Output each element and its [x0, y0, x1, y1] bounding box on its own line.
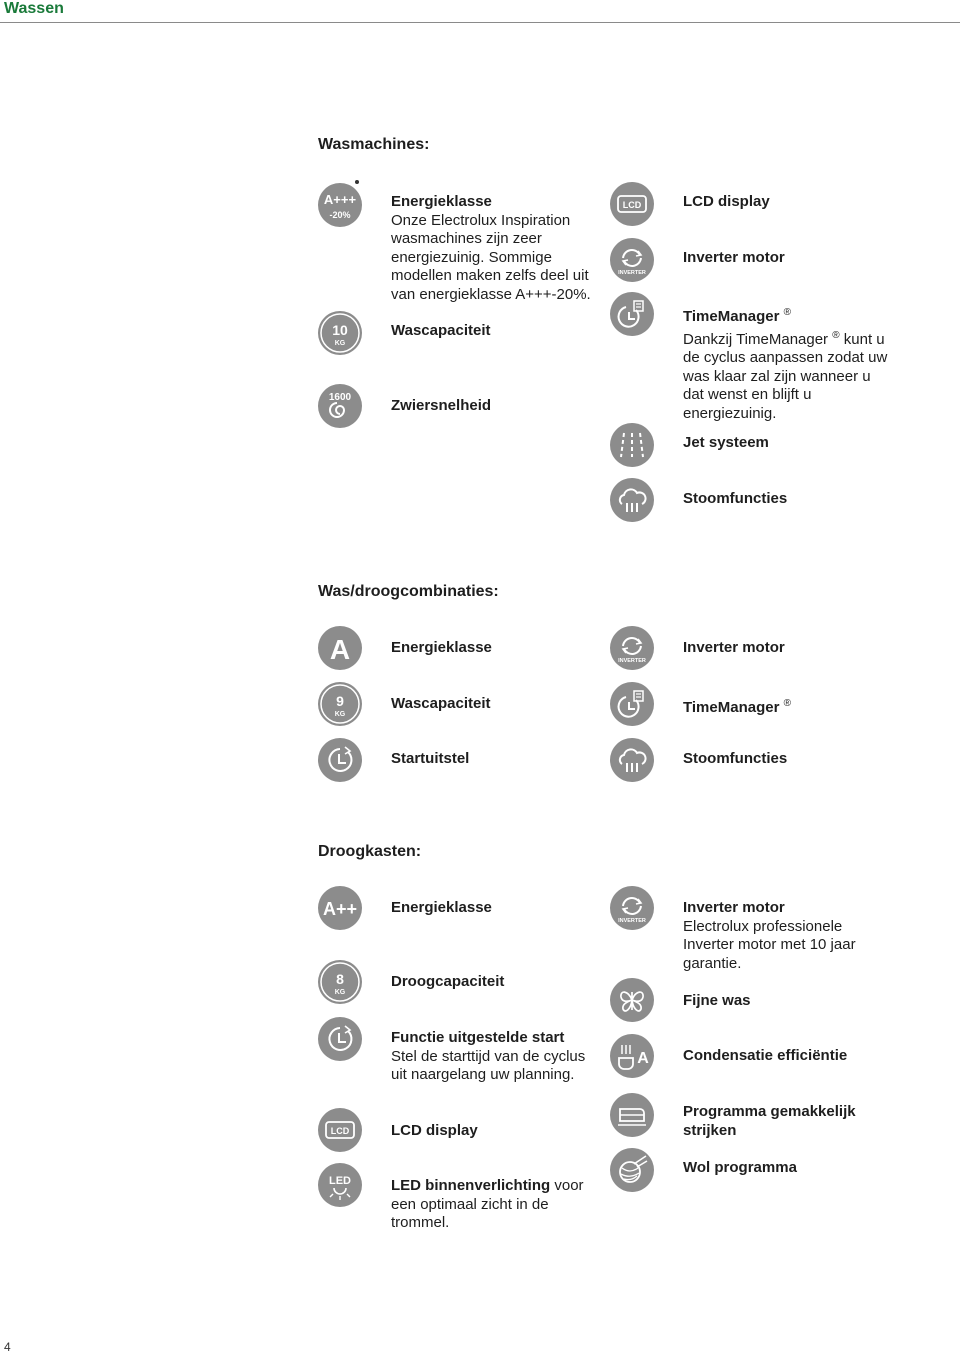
feature-title: Zwiersnelheid: [391, 397, 492, 414]
feature-inverter-motor: [683, 249, 785, 268]
feature-inverter-motor: [683, 899, 856, 973]
svg-text:A++: A++: [322, 899, 358, 919]
jet-system-icon: [610, 423, 654, 467]
feature-wol-programma: [683, 1159, 797, 1178]
svg-text:A: A: [329, 634, 351, 665]
feature-title: LCD display: [683, 193, 770, 210]
feature-title: Energieklasse: [391, 193, 492, 210]
feature-desc-line: van energieklasse A+++-20%.: [391, 285, 591, 303]
feature-desc-line: een optimaal zicht in de: [391, 1195, 549, 1213]
feature-title: Jet systeem: [683, 434, 769, 451]
feature-title: Startuitstel: [391, 750, 470, 767]
iron-icon: [610, 1093, 654, 1137]
feature-energieklasse: [391, 639, 492, 658]
feature-title: Stoomfuncties: [683, 490, 788, 507]
feature-title: Functie uitgestelde start: [391, 1029, 565, 1046]
feature-led-binnenverlichting: [391, 1177, 584, 1233]
svg-text:9: 9: [336, 693, 344, 709]
feature-desc-line: Onze Electrolux Inspiration: [391, 211, 571, 229]
feature-title: Droogcapaciteit: [391, 973, 505, 990]
delay-start-icon: [318, 738, 362, 782]
feature-title: Inverter motor: [683, 639, 785, 656]
page-number: 4: [4, 1340, 11, 1354]
feature-stoomfuncties: [683, 490, 787, 509]
lcd-icon: [610, 182, 654, 226]
steam-icon: [610, 478, 654, 522]
energy-a-icon: [318, 626, 362, 670]
svg-text:INVERTER: INVERTER: [618, 270, 646, 276]
svg-text:LCD: LCD: [330, 1126, 350, 1136]
feature-desc-line: Dankzij TimeManager: [683, 330, 829, 348]
steam-icon: [610, 738, 654, 782]
feature-title-tail: voor: [550, 1177, 584, 1194]
header-divider: [0, 22, 960, 23]
feature-uitgestelde-start: [391, 1029, 585, 1085]
inverter-icon: [610, 886, 654, 930]
feature-desc-line: garantie.: [683, 954, 742, 972]
feature-desc-line: trommel.: [391, 1214, 450, 1232]
butterfly-icon: [610, 978, 654, 1022]
feature-desc-line: modellen maken zelfs deel uit: [391, 267, 589, 285]
svg-text:A: A: [637, 1050, 649, 1067]
svg-text:INVERTER: INVERTER: [618, 658, 646, 664]
svg-text:LED: LED: [329, 1175, 351, 1187]
feature-energieklasse: [391, 899, 492, 918]
timemanager-icon: [610, 682, 654, 726]
feature-wascapaciteit: [391, 695, 491, 714]
feature-title: Condensatie efficiëntie: [683, 1047, 848, 1064]
capacity-9kg-icon: [318, 682, 362, 726]
feature-stoomfuncties: [683, 750, 787, 769]
feature-title: LCD display: [391, 1122, 478, 1139]
feature-desc-line: wasmachines zijn zeer: [391, 230, 542, 248]
feature-title: Inverter motor: [683, 249, 785, 266]
feature-desc-line: kunt u: [843, 330, 885, 348]
feature-desc-line: Inverter motor met 10 jaar: [683, 936, 856, 954]
energy-a++-icon: [318, 886, 362, 930]
wool-icon: [610, 1148, 654, 1192]
capacity-8kg-icon: [318, 960, 362, 1004]
delay-start-icon: [318, 1017, 362, 1061]
feature-title: Wol programma: [683, 1159, 797, 1176]
page-header-title: Wassen: [4, 0, 64, 17]
feature-fijne-was: [683, 992, 751, 1011]
spin-1600-icon: [318, 384, 362, 428]
registered-mark: ®: [783, 307, 791, 318]
feature-condensatie-efficientie: [683, 1047, 847, 1066]
feature-title: Energieklasse: [391, 639, 492, 656]
lcd-icon: [318, 1108, 362, 1152]
feature-gemakkelijk-strijken: [683, 1103, 856, 1140]
feature-desc-line: energiezuinig.: [683, 404, 777, 422]
feature-title: LED binnenverlichting: [391, 1177, 551, 1194]
capacity-10kg-icon: [318, 311, 362, 355]
svg-text:LCD: LCD: [622, 200, 642, 210]
svg-text:KG: KG: [334, 711, 346, 718]
svg-text:KG: KG: [334, 340, 346, 347]
feature-desc-line: dat wenst en blijft u: [683, 386, 812, 404]
feature-lcd-display: [683, 193, 770, 212]
feature-desc-line: energiezuinig. Sommige: [391, 248, 552, 266]
feature-wascapaciteit: [391, 322, 491, 341]
feature-desc-line: was klaar zal zijn wanneer u: [683, 367, 871, 385]
feature-title: TimeManager: [683, 699, 780, 716]
timemanager-icon: [610, 292, 654, 336]
feature-desc-line: de cyclus aanpassen zodat uw: [683, 349, 888, 367]
svg-text:KG: KG: [334, 989, 346, 996]
feature-droogcapaciteit: [391, 973, 504, 992]
feature-desc-line: Stel de starttijd van de cyclus: [391, 1047, 586, 1065]
feature-title: Stoomfuncties: [683, 750, 788, 767]
feature-title-line2: strijken: [683, 1121, 737, 1139]
feature-title: Energieklasse: [391, 899, 492, 916]
inverter-icon: [610, 238, 654, 282]
svg-text:8: 8: [336, 971, 344, 987]
energy-a+++-20-icon: [318, 183, 362, 227]
feature-lcd-display: [391, 1122, 478, 1141]
feature-title: Wascapaciteit: [391, 695, 491, 712]
registered-mark: ®: [783, 698, 791, 709]
feature-title: TimeManager: [683, 308, 780, 325]
feature-inverter-motor: [683, 639, 785, 658]
svg-text:-20%: -20%: [329, 210, 351, 220]
feature-title: Wascapaciteit: [391, 322, 491, 339]
registered-mark: ®: [832, 329, 840, 341]
feature-title: Fijne was: [683, 992, 751, 1009]
feature-timemanager: [683, 304, 887, 424]
feature-title: Programma gemakkelijk: [683, 1103, 856, 1120]
section-title-droogkasten: Droogkasten:: [318, 843, 422, 860]
section-title-combinaties: Was/droogcombinaties:: [318, 583, 499, 600]
feature-startuitstel: [391, 750, 469, 769]
svg-text:INVERTER: INVERTER: [618, 918, 646, 924]
led-light-icon: [318, 1163, 362, 1207]
section-title-wasmachines: Wasmachines:: [318, 136, 430, 153]
condensation-a-icon: [610, 1034, 654, 1078]
feature-jet-systeem: [683, 434, 769, 453]
feature-desc-line: Electrolux professionele: [683, 917, 843, 935]
feature-energieklasse: [391, 193, 591, 305]
svg-text:10: 10: [332, 322, 348, 338]
svg-text:1600: 1600: [328, 392, 352, 403]
feature-zwiersnelheid: [391, 397, 491, 416]
inverter-icon: [610, 626, 654, 670]
feature-desc-line: uit naargelang uw planning.: [391, 1066, 575, 1084]
svg-text:A+++: A+++: [323, 192, 357, 207]
feature-title: Inverter motor: [683, 899, 785, 916]
feature-timemanager: [683, 695, 791, 718]
